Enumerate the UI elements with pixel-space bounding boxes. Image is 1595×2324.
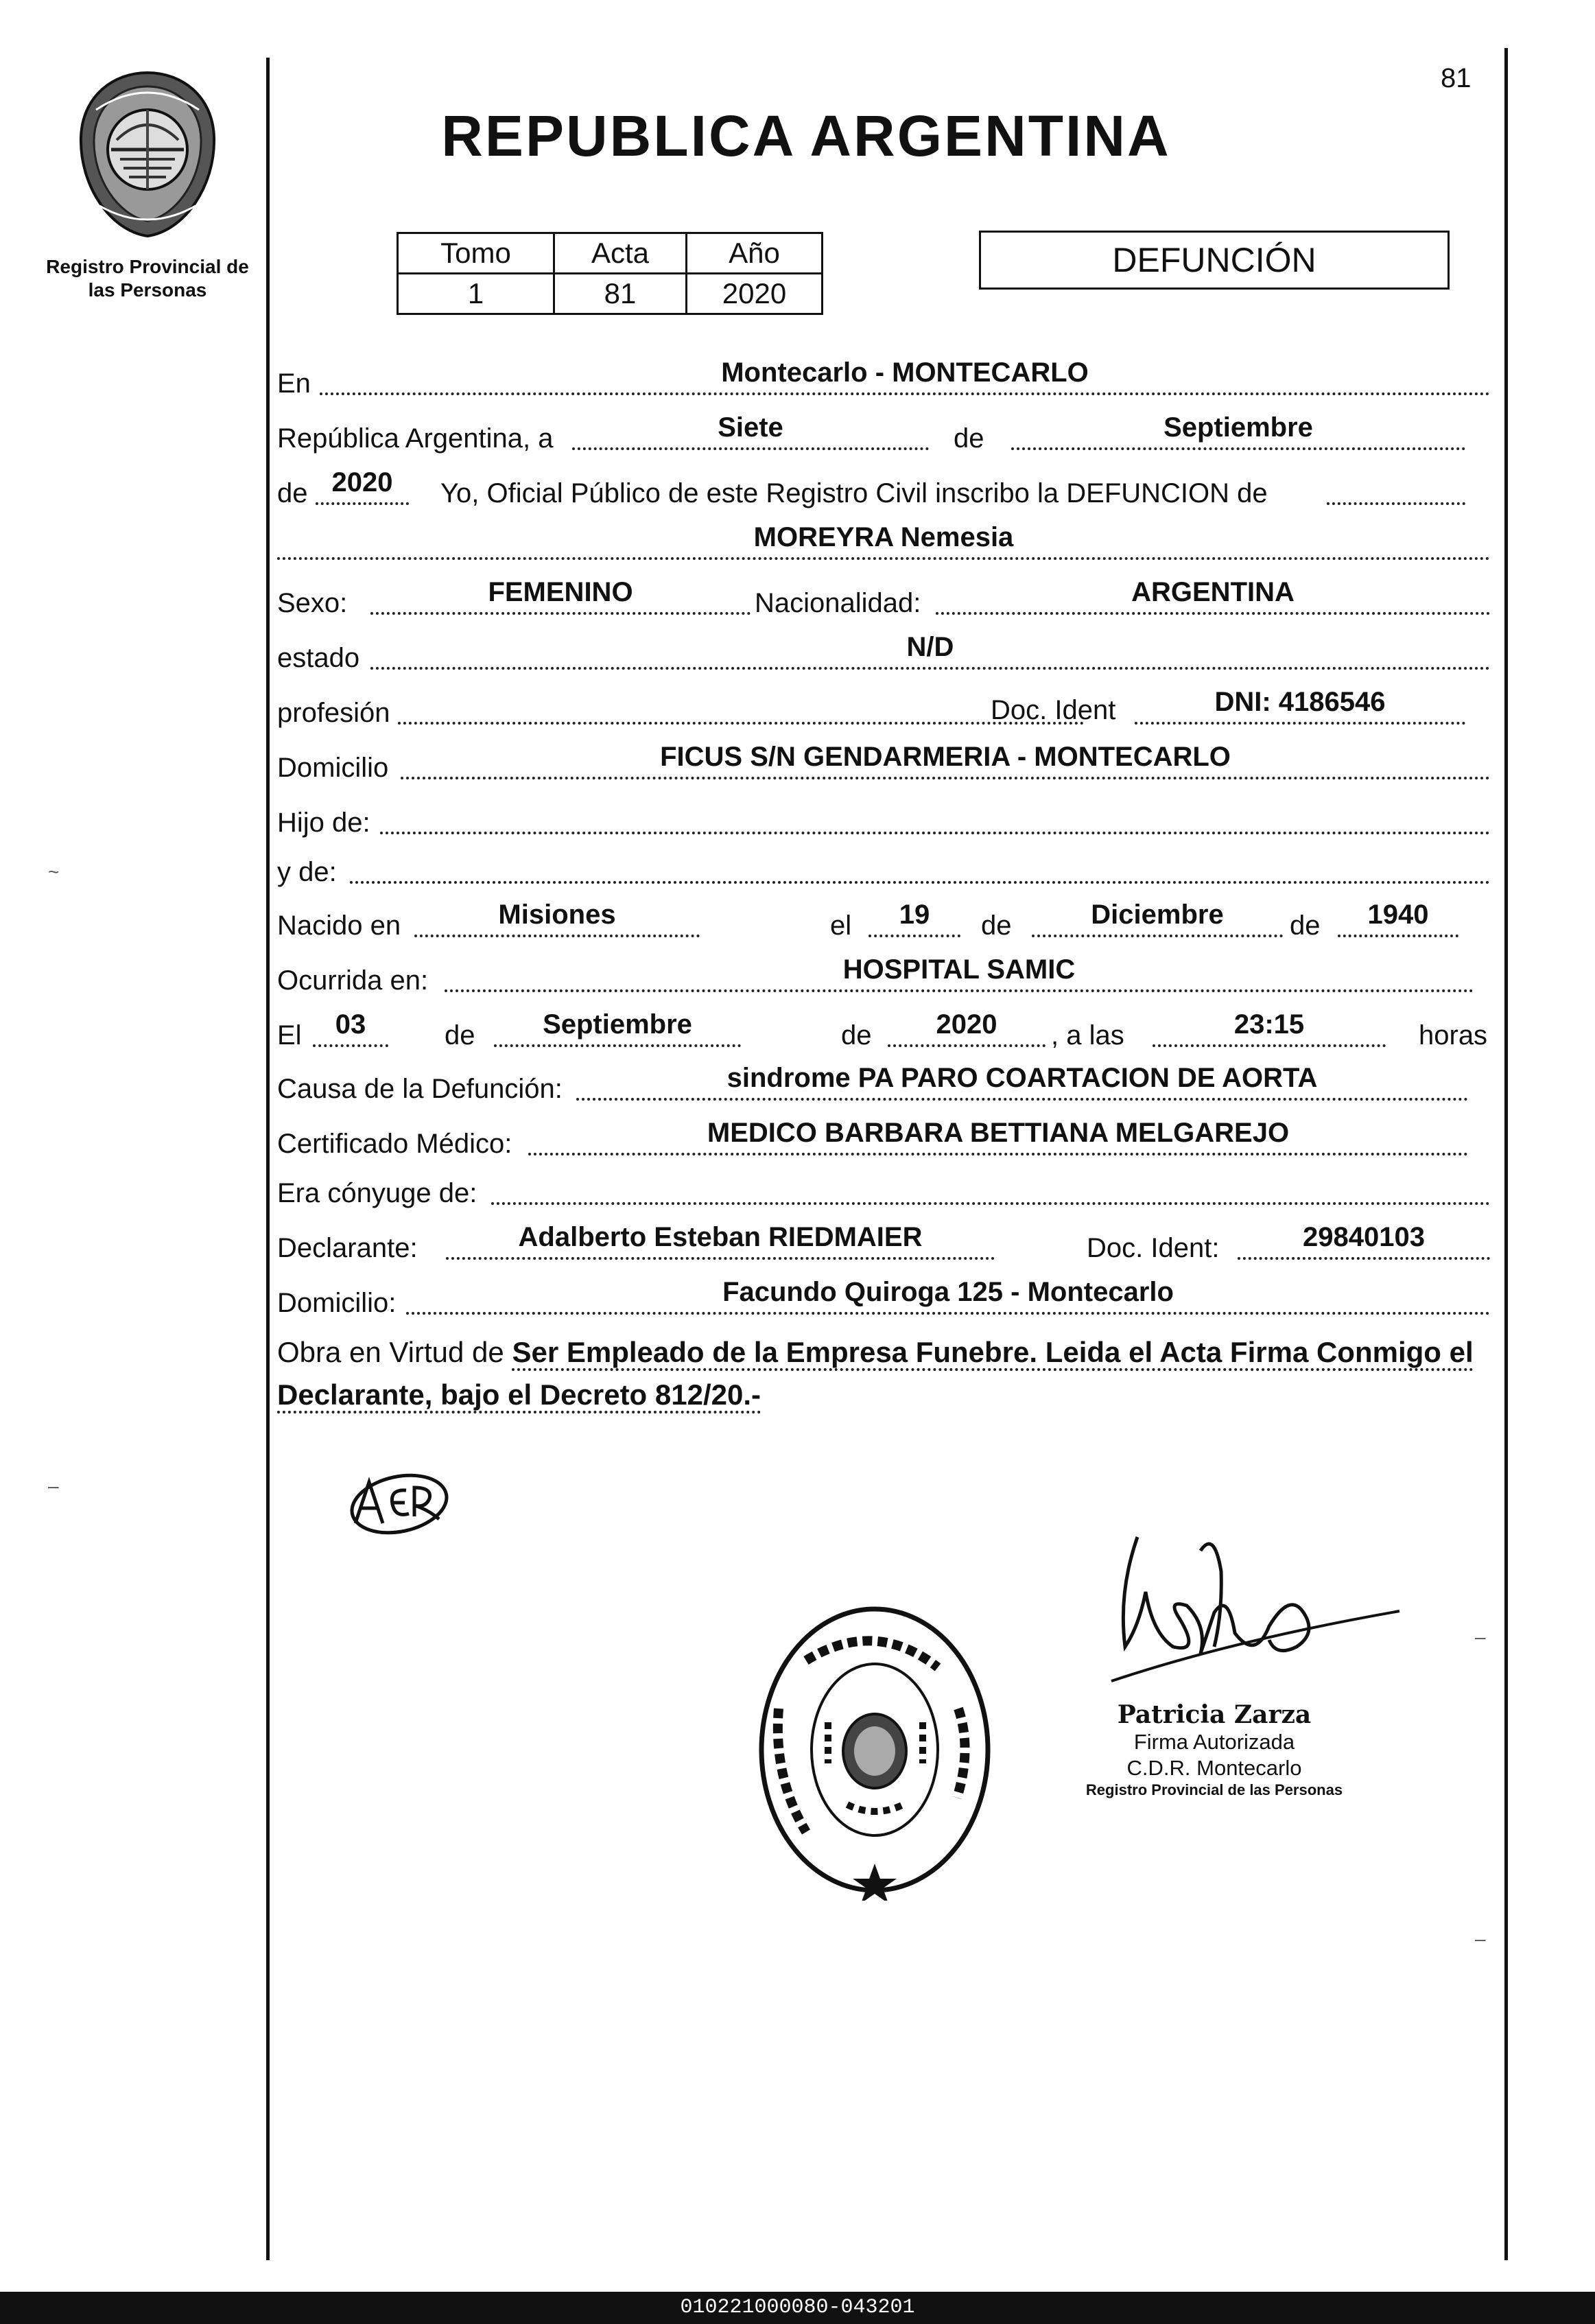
label-de: de <box>1290 911 1321 941</box>
value-acta: 81 <box>554 274 687 314</box>
dotted-line <box>869 935 960 937</box>
dotted-line <box>445 989 1474 992</box>
dotted-line <box>1238 1257 1490 1260</box>
label-doc-ident: Doc. Ident <box>991 695 1116 725</box>
page-title: REPUBLICA ARGENTINA <box>441 104 1171 168</box>
dotted-line <box>1338 935 1458 937</box>
dotted-line <box>380 832 1490 834</box>
handwritten-signature <box>1098 1510 1413 1715</box>
value-death-year: 2020 <box>936 1009 997 1040</box>
value-ocurrida: HOSPITAL SAMIC <box>842 954 1076 985</box>
dotted-line <box>414 935 700 937</box>
dotted-line <box>350 881 1490 884</box>
row-estado <box>277 631 1490 681</box>
obra-en-virtud <box>277 1331 1505 1416</box>
value-place: Montecarlo - MONTECARLO <box>721 357 1089 388</box>
label-en: En <box>277 368 311 399</box>
dotted-line <box>1032 935 1283 937</box>
row-fecha <box>277 1009 1490 1058</box>
dotted-line <box>401 777 1490 779</box>
value-birth-year: 1940 <box>1367 900 1429 930</box>
row-nacido <box>277 899 1490 948</box>
registry-caption <box>34 255 261 302</box>
header-tomo: Tomo <box>398 233 554 274</box>
label-hijo-de: Hijo de: <box>277 808 370 838</box>
signatory-block <box>1022 1700 1406 1799</box>
handwritten-initials <box>343 1468 453 1544</box>
label-estado: estado <box>277 643 360 673</box>
row-year <box>277 467 1490 516</box>
right-margin-rule <box>1504 48 1508 2260</box>
dotted-line <box>494 1044 741 1047</box>
footer-code: 010221000080-043201 <box>680 2296 915 2319</box>
value-estado: N/D <box>906 632 954 662</box>
dotted-line <box>446 1257 995 1260</box>
dotted-line <box>888 1044 1045 1047</box>
dotted-line <box>277 557 1490 560</box>
row-declarante <box>277 1221 1490 1271</box>
registry-caption-line2: las Personas <box>88 279 207 301</box>
dotted-line <box>370 667 1490 670</box>
value-year: 2020 <box>331 467 393 497</box>
value-death-time: 23:15 <box>1233 1009 1305 1040</box>
label-de: de <box>841 1020 872 1051</box>
signatory-office: C.D.R. Montecarlo <box>1126 1756 1302 1780</box>
dotted-line <box>491 1202 1490 1205</box>
row-domicilio <box>277 741 1490 790</box>
row-deceased <box>277 521 1490 571</box>
row-domicilio-declarante <box>277 1276 1490 1326</box>
label-de: de <box>277 478 308 508</box>
label-republica: República Argentina, a <box>277 423 554 454</box>
value-domicilio-declarante: Facundo Quiroga 125 - Montecarlo <box>722 1277 1174 1307</box>
row-ocurrida <box>277 954 1490 1003</box>
label-sexo: Sexo: <box>277 588 348 618</box>
dotted-line <box>1011 447 1465 450</box>
dotted-line <box>1135 722 1465 725</box>
row-sexo <box>277 576 1490 626</box>
record-type-box: DEFUNCIÓN <box>979 231 1450 290</box>
value-nacionalidad: ARGENTINA <box>1131 577 1295 607</box>
scan-footer-bar <box>0 2292 1595 2324</box>
signatory-registry: Registro Provincial de las Personas <box>1085 1781 1343 1798</box>
dotted-line <box>406 1312 1490 1315</box>
provincial-seal-logo <box>69 69 226 240</box>
dotted-line <box>316 502 409 505</box>
value-causa: sindrome PA PARO COARTACION DE AORTA <box>726 1063 1318 1093</box>
dotted-line <box>576 1098 1468 1101</box>
value-death-day: 03 <box>335 1009 366 1040</box>
value-sexo: FEMENINO <box>488 577 633 607</box>
dotted-line <box>320 392 1490 395</box>
dotted-line <box>528 1153 1468 1155</box>
dotted-line <box>572 447 929 450</box>
label-causa: Causa de la Defunción: <box>277 1074 563 1104</box>
dotted-line <box>936 612 1490 615</box>
row-conyuge <box>277 1166 1490 1216</box>
dotted-line <box>1153 1044 1386 1047</box>
label-el: El <box>277 1020 302 1051</box>
label-de: de <box>445 1020 475 1051</box>
text-oficial: Yo, Oficial Público de este Registro Civil inscribo la DEFUNCION de <box>440 478 1268 508</box>
scan-mark: ~ <box>48 861 60 882</box>
scan-mark: – <box>1475 1626 1486 1647</box>
header-acta: Acta <box>554 233 687 274</box>
value-month: Septiembre <box>1163 412 1313 443</box>
label-profesion: profesión <box>277 698 390 728</box>
value-domicilio: FICUS S/N GENDARMERIA - MONTECARLO <box>660 742 1231 772</box>
row-republica <box>277 412 1490 461</box>
record-table <box>397 232 823 315</box>
label-a-las: , a las <box>1051 1020 1124 1051</box>
dotted-line <box>370 612 751 615</box>
label-doc-ident: Doc. Ident: <box>1087 1233 1220 1263</box>
value-death-month: Septiembre <box>543 1009 692 1040</box>
obra-prefix: Obra en Virtud de <box>277 1336 504 1368</box>
value-birth-place: Misiones <box>498 900 616 930</box>
row-certificado <box>277 1117 1490 1166</box>
label-domicilio: Domicilio: <box>277 1288 397 1318</box>
row-hijo-de <box>277 796 1490 845</box>
dotted-line <box>398 722 1084 725</box>
value-ano: 2020 <box>687 274 823 314</box>
label-y-de: y de: <box>277 857 337 887</box>
value-birth-day: 19 <box>899 900 930 930</box>
value-tomo: 1 <box>398 274 554 314</box>
header-ano: Año <box>687 233 823 274</box>
label-horas: horas <box>1419 1020 1488 1051</box>
label-conyuge: Era cónyuge de: <box>277 1178 477 1208</box>
obra-text: Ser Empleado de la Empresa Funebre. Leida el Acta Firma Conmigo el Declarante, bajo el Decreto 812/20.- <box>277 1336 1474 1413</box>
left-margin-rule <box>266 58 270 2260</box>
label-el: el <box>830 911 852 941</box>
row-causa <box>277 1062 1490 1112</box>
signatory-name: Patricia Zarza <box>1117 1700 1312 1729</box>
label-certificado: Certificado Médico: <box>277 1129 512 1159</box>
scan-mark: – <box>48 1475 59 1496</box>
label-de: de <box>981 911 1012 941</box>
value-birth-month: Diciembre <box>1091 900 1224 930</box>
label-declarante: Declarante: <box>277 1233 418 1263</box>
row-profesion <box>277 686 1490 736</box>
value-deceased-name: MOREYRA Nemesia <box>753 522 1014 552</box>
value-dni: DNI: 4186546 <box>1214 687 1386 717</box>
dotted-line <box>1327 502 1465 505</box>
registry-stamp <box>751 1599 998 1901</box>
label-ocurrida-en: Ocurrida en: <box>277 965 429 996</box>
dotted-line <box>313 1044 388 1047</box>
value-day-words: Siete <box>718 412 783 443</box>
row-en <box>277 357 1490 406</box>
page-number: 81 <box>1441 63 1472 93</box>
scan-mark: – <box>1475 1928 1486 1949</box>
label-nacido-en: Nacido en <box>277 911 401 941</box>
registry-caption-line1: Registro Provincial de <box>46 256 249 277</box>
value-certificado: MEDICO BARBARA BETTIANA MELGAREJO <box>707 1118 1290 1148</box>
label-nacionalidad: Nacionalidad: <box>755 588 921 618</box>
label-de: de <box>954 423 984 454</box>
value-doc-ident: 29840103 <box>1303 1222 1425 1252</box>
value-declarante: Adalberto Esteban RIEDMAIER <box>518 1222 923 1252</box>
row-y-de <box>277 845 1490 895</box>
signatory-title: Firma Autorizada <box>1133 1730 1295 1754</box>
label-domicilio: Domicilio <box>277 753 389 783</box>
